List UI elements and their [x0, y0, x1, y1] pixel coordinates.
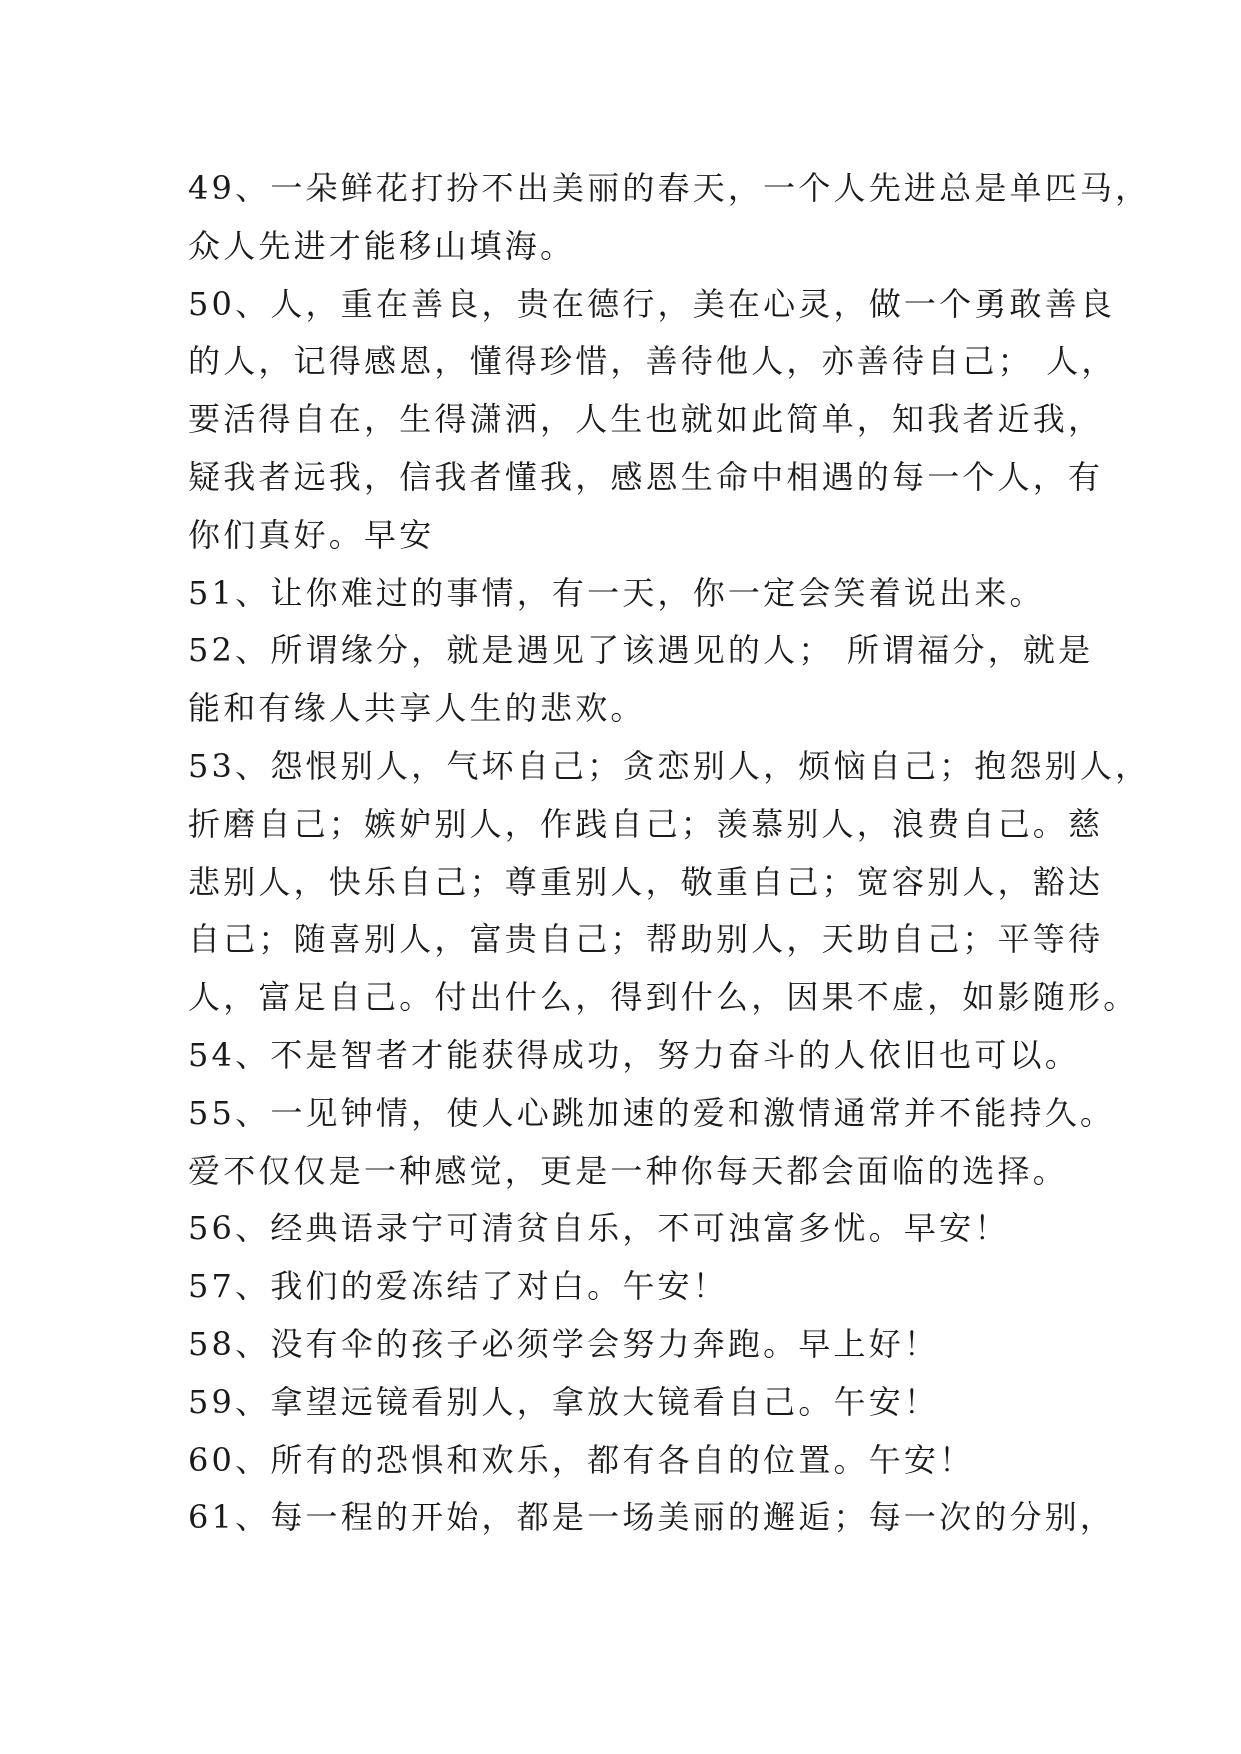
text-line: 能和有缘人共享人生的悲欢。 [188, 689, 646, 728]
text-line: 自己；随喜别人，富贵自己；帮助别人，天助自己；平等待 [188, 920, 1104, 959]
text-line: 悲别人，快乐自己；尊重别人，敬重自己；宽容别人，豁达 [188, 862, 1104, 901]
text-line: 人，富足自己。付出什么，得到什么，因果不虚，如影随形。 [188, 978, 1139, 1017]
text-line: 50、人，重在善良，贵在德行，美在心灵，做一个勇敢善良 [188, 284, 1116, 323]
text-line: 53、怨恨别人，气坏自己；贪恋别人，烦恼自己；抱怨别人， [188, 746, 1151, 785]
text-line: 爱不仅仅是一种感觉，更是一种你每天都会面临的选择。 [188, 1151, 1069, 1190]
text-line: 众人先进才能移山填海。 [188, 226, 576, 265]
text-line: 49、一朵鲜花打扮不出美丽的春天，一个人先进总是单匹马， [188, 169, 1151, 207]
text-line: 60、所有的恐惧和欢乐，都有各自的位置。午安！ [188, 1440, 975, 1479]
text-line: 54、不是智者才能获得成功，努力奋斗的人依旧也可以。 [188, 1035, 1080, 1074]
text-line: 要活得自在，生得潇洒，人生也就如此简单，知我者近我， [188, 400, 1104, 439]
text-line: 58、没有伞的孩子必须学会努力奔跑。早上好！ [188, 1324, 940, 1363]
text-line: 57、我们的爱冻结了对白。午安！ [188, 1267, 728, 1306]
text-line: 52、所谓缘分，就是遇见了该遇见的人； 所谓福分，就是 [188, 631, 1094, 670]
text-line: 59、拿望远镜看别人，拿放大镜看自己。午安！ [188, 1382, 940, 1421]
text-line: 的人，记得感恩，懂得珍惜，善待他人，亦善待自己； 人， [188, 342, 1117, 381]
text-line: 56、经典语录宁可清贫自乐，不可浊富多忧。早安！ [188, 1209, 1010, 1248]
text-line: 你们真好。早安 [188, 515, 435, 554]
text-line: 51、让你难过的事情，有一天，你一定会笑着说出来。 [188, 573, 1045, 612]
text-line: 61、每一程的开始，都是一场美丽的邂逅；每一次的分别， [188, 1498, 1116, 1537]
text-line: 55、一见钟情，使人心跳加速的爱和激情通常并不能持久。 [188, 1093, 1116, 1132]
text-line: 疑我者远我，信我者懂我，感恩生命中相遇的每一个人，有 [188, 457, 1104, 496]
document-body [188, 160, 1151, 1547]
text-line: 折磨自己；嫉妒别人，作践自己；羡慕别人，浪费自己。慈 [188, 804, 1104, 843]
